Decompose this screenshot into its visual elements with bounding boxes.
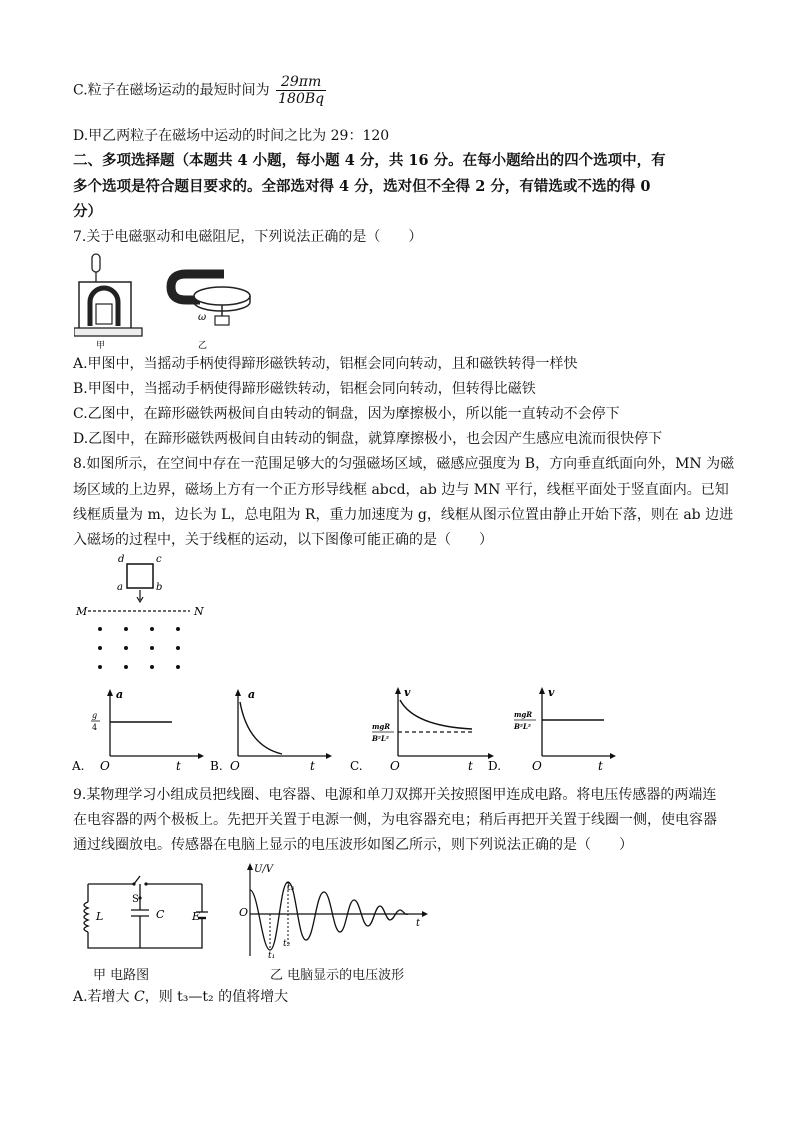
graph-b-ylabel: a [248,688,256,701]
boundary-label-m: M [76,605,88,618]
loop-label-d: d [118,554,125,565]
graph-d-xlabel: t [598,759,603,773]
wave-xlabel: t [416,918,421,929]
q8-line2: 场区域的上边界，磁场上方有一个正方形导线框 abcd，ab 边与 MN 平行，线框平面处于竖直面内。已知 [73,482,729,498]
q9-circuit-diagram [74,872,214,960]
graph-a-yvalue-den: 4 [92,723,98,732]
q6-option-c-fraction [276,74,326,107]
q8-graph-d [488,686,618,776]
graph-d-origin: O [532,759,542,773]
graph-c-option: C. [350,759,363,773]
graph-b-option: B. [210,759,223,773]
q9-option-a-var: C [134,989,145,1005]
graph-c-yvalue-den: B²L² [372,734,389,743]
section2-line1: 二、多项选择题（本题共 4 小题，每小题 4 分，共 16 分。在每小题给出的四个选项中，有 [73,152,666,169]
graph-b-curve [240,702,282,754]
q6-option-c [73,74,326,107]
q9-option-a-post: ，则 t₃—t₂ 的值将增大 [144,989,289,1005]
q9-line2: 在电容器的两个极板上。先把开关置于电源一侧，为电容器充电；稍后再把开关置于线圈一侧，使电容器 [73,812,717,828]
wave-origin: O [239,906,249,919]
q7-fig-label-yi: 乙 [198,341,208,350]
q8-figure [74,550,214,678]
q9-option-a [73,988,288,1006]
wave-t2: t₂ [283,939,291,949]
q9-caption-yi: 乙 电脑显示的电压波形 [270,968,405,983]
q8-graph-c [350,686,500,776]
q9-line1: 9.某物理学习小组成员把线圈、电容器、电源和单刀双掷开关按照图甲连成电路。将电压传感器的两端连 [73,787,717,803]
q8-line3: 线框质量为 m，边长为 L，总电阻为 R，重力加速度为 g，线框从图示位置由静止开始下落，则在 ab 边进 [73,507,734,523]
graph-d-yvalue-num: mgR [514,710,533,719]
wave-t3: t₃ [287,883,295,893]
q7-figure [74,252,274,350]
graph-b-xlabel: t [310,759,315,773]
section2-line2: 多个选项是符合题目要求的。全部选对得 4 分，选对但不全得 2 分，有错选或不选的得 0 [73,178,651,195]
q8-graph-a [72,686,212,776]
q6-option-d: D.甲乙两粒子在磁场中运动的时间之比为 29：120 [73,128,390,144]
graph-d-option: D. [488,759,502,773]
graph-d-yvalue-den: B²L² [514,722,531,731]
graph-d-ylabel: v [548,686,555,699]
loop-label-b: b [156,582,163,593]
q7-fig-label-jia: 甲 [96,341,106,350]
graph-c-curve [400,700,472,729]
q8-line4: 入磁场的过程中，关于线框的运动，以下图像可能正确的是（ ） [73,532,493,548]
q7-stem: 7.关于电磁驱动和电磁阻尼，下列说法正确的是（ ） [73,229,423,245]
q7-option-c: C.乙图中，在蹄形磁铁两极间自由转动的铜盘，因为摩擦极小，所以能一直转动不会停下 [73,406,620,422]
graph-a-ylabel: a [116,688,124,701]
loop-label-c: c [156,554,162,565]
circuit-label-l: L [96,910,104,923]
graph-c-xlabel: t [468,759,473,773]
section2-line3: 分） [73,203,102,220]
graph-c-origin: O [390,759,400,773]
q9-caption-jia: 甲 电路图 [93,968,150,983]
q9-voltage-waveform [228,860,434,960]
q7-option-d: D.乙图中，在蹄形磁铁两极间自由转动的铜盘，就算摩擦极小，也会因产生感应电流而很快停下 [73,431,663,447]
q8-graph-b [210,686,340,776]
graph-c-ylabel: v [404,686,411,699]
fraction-denominator: 180Bq [278,91,325,107]
q7-fig-omega: ω [198,312,207,323]
square-loop [127,564,153,588]
wave-t1: t₁ [268,951,276,960]
q7-option-a: A.甲图中，当摇动手柄使得蹄形磁铁转动，铝框会同向转动，且和磁铁转得一样快 [73,356,578,372]
q9-line3: 通过线圈放电。传感器在电脑上显示的电压波形如图乙所示，则下列说法正确的是（ ） [73,837,633,853]
circuit-label-c: C [156,908,165,921]
graph-a-origin: O [100,759,110,773]
circuit-label-e: E [192,910,201,923]
q7-figure-jia [74,254,142,350]
boundary-label-n: N [194,605,204,618]
q7-figure-yi [171,274,250,350]
q7-option-b: B.甲图中，当摇动手柄使得蹄形磁铁转动，铝框会同向转动，但转得比磁铁 [73,381,536,397]
waveform-curve [250,882,408,950]
circuit-label-s: S [132,894,139,905]
field-dots [98,627,180,669]
graph-b-origin: O [230,759,240,773]
graph-a-option: A. [72,759,85,773]
fraction-numerator: 29πm [276,74,326,91]
graph-a-xlabel: t [176,759,181,773]
q9-option-a-pre: A.若增大 [73,989,135,1005]
wave-ylabel: U/V [254,864,274,875]
q6-option-c-text: C.粒子在磁场运动的最短时间为 [73,82,270,99]
graph-c-yvalue-num: mgR [372,722,391,731]
q8-line1: 8.如图所示，在空间中存在一范围足够大的匀强磁场区域，磁感应强度为 B，方向垂直纸面向外，MN 为磁 [73,456,735,472]
loop-label-a: a [117,582,123,593]
graph-a-yvalue-num: g [92,711,98,720]
